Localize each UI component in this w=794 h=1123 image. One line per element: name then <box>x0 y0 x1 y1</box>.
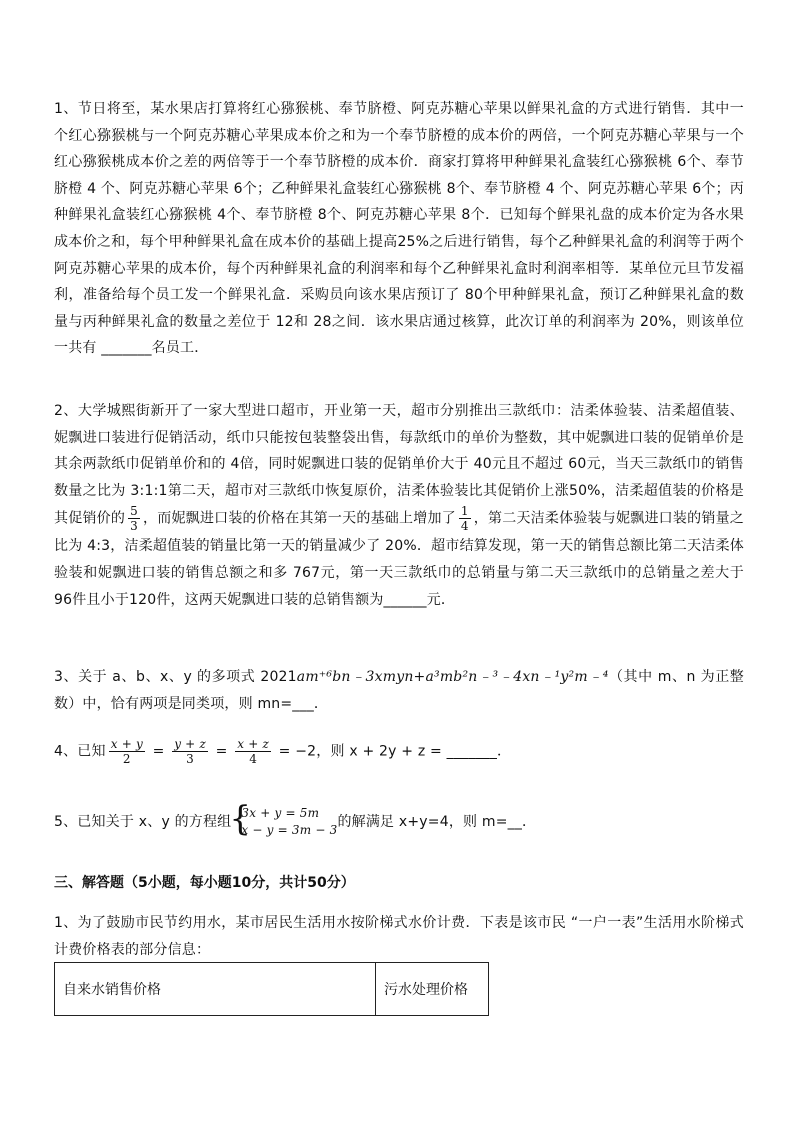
question-3-polynomial: am⁺⁶bn﹣3xmyn+a³mb²n﹣³﹣4xn﹣¹y²m﹣⁴ <box>296 669 609 685</box>
question-2-part-b: ，而妮飘进口装的价格在其第一天的基础上增加了 <box>142 510 456 527</box>
question-5-part-a: 5、已知关于 x、y 的方程组 <box>54 814 232 830</box>
table-header-sewage-price: 污水处理价格 <box>376 963 489 1016</box>
question-3-text <box>54 664 744 717</box>
question-2-part-a: 2、大学城熙街新开了一家大型进口超市，开业第一天，超市分别推出三款纸巾：洁柔体验装、洁柔超值装、妮飘进口装进行促销活动，纸巾只能按包装整袋出售，每款纸巾的单价为整数，其中妮飘进口装的促销单价是其余两款纸巾促销单价和的 4倍，同时妮飘进口装的促销单价大于 40元且不超过 60元，当天三款纸巾的销售数量之比为 3:1:1第二天，超市对三款纸巾恢复原价，洁柔体验装比其促销价上涨50%，洁柔超值装的价格是其促销价的 <box>54 403 744 527</box>
question-4-equation-tail: = −2，则 x + 2y + z = _______． <box>274 743 512 760</box>
fraction-x-plus-z-over-4: $\frac{x + z}{4}$ <box>237 737 269 766</box>
question-4-part-a: 4、已知 <box>54 743 106 760</box>
question-1 <box>54 96 744 362</box>
section-heading: 三、解答题（5小题，每小题10分，共计50分） <box>54 875 355 891</box>
table-row <box>55 963 489 1016</box>
fraction-one-quarter: $\frac{1}{4}$ <box>460 504 469 534</box>
question-3 <box>54 664 744 717</box>
question-1-text: 1、节日将至，某水果店打算将红心猕猴桃、奉节脐橙、阿克苏糖心苹果以鲜果礼盒的方式进行销售．其中一个红心猕猴桃与一个阿克苏糖心苹果成本价之和为一个奉节脐橙的成本价的两倍，一个阿克苏糖心苹果与一个红心猕猴桃成本价之差的两倍等于一个奉节脐橙的成本价．商家打算将甲种鲜果礼盒装红心猕猴桃 6个、奉节脐橙 4 个、阿克苏糖心苹果 6个；乙种鲜果礼盒装红心猕猴桃 8个、奉节脐橙 4 个、阿克苏糖心苹果 6个；丙种鲜果礼盒装红心猕猴桃 4个、奉节脐橙 8个、阿克苏糖心苹果 8个．已知每个鲜果礼盘的成本价定为各水果成本价之和，每个甲种鲜果礼盒在成本价的基础上提高25%之后进行销售，每个乙种鲜果礼盒的利润等于两个阿克苏糖心苹果的成本价，每个丙种鲜果礼盒的利润率和每个乙种鲜果礼盒时利润率相等．某单位元旦节发福利，准备给每个员工发一个鲜果礼盒．采购员向该水果店预订了 80个甲种鲜果礼盒，预订乙种鲜果礼盒的数量与丙种鲜果礼盒的数量之差位于 12和 28之间．该水果店通过核算，此次订单的利润率为 20%，则该单位一共有 _______名员工． <box>54 101 744 357</box>
question-4-text <box>54 737 744 766</box>
question-3-part-b: （其中 m、n 为正整数）中，恰有两项是同类项，则 mn=___． <box>54 669 744 712</box>
question-2 <box>54 398 744 613</box>
table-header-water-price: 自来水销售价格 <box>55 963 376 1016</box>
question-2-part-c: ，第二天洁柔体验装与妮飘进口装的销量之比为 4:3，洁柔超值装的销量比第一天的销量减少了 20%．超市结算发现，第一天的销售总额比第二天洁柔体验装和妮飘进口装的销售总额之和多 767元，第一天三款纸巾的总销量与第二天三款纸巾的总销量之差大于 96件且小于120件，这两天妮飘进口装的总销售额为______元． <box>54 510 744 608</box>
question-5-part-b: 的解满足 x+y=4，则 m=__． <box>337 814 537 830</box>
fraction-x-plus-y-over-2: $\frac{x + y}{2}$ <box>110 737 143 766</box>
equation-1: { 3x + y = 5m <box>241 806 320 820</box>
equation-2: x − y = 3m − 3 <box>241 823 338 837</box>
fraction-five-thirds: $\frac{5}{3}$ <box>130 504 138 534</box>
question-5-text <box>54 805 744 839</box>
price-table <box>54 962 489 1016</box>
fraction-y-plus-z-over-3: $\frac{y + z}{3}$ <box>174 737 206 766</box>
question-4 <box>54 737 744 766</box>
section3-question-1-text: 1、为了鼓励市民节约用水，某市居民生活用水按阶梯式水价计费．下表是该市民 “一户一表”生活用水阶梯式计费价格表的部分信息： <box>54 915 744 958</box>
question-3-part-a: 3、关于 a、b、x、y 的多项式 2021 <box>54 669 297 685</box>
section3-question-1 <box>54 910 744 963</box>
question-5 <box>54 805 744 839</box>
equals-sign: = <box>147 743 170 760</box>
equals-sign: = <box>210 743 233 760</box>
equation-system <box>231 805 337 839</box>
question-2-text <box>54 398 744 613</box>
